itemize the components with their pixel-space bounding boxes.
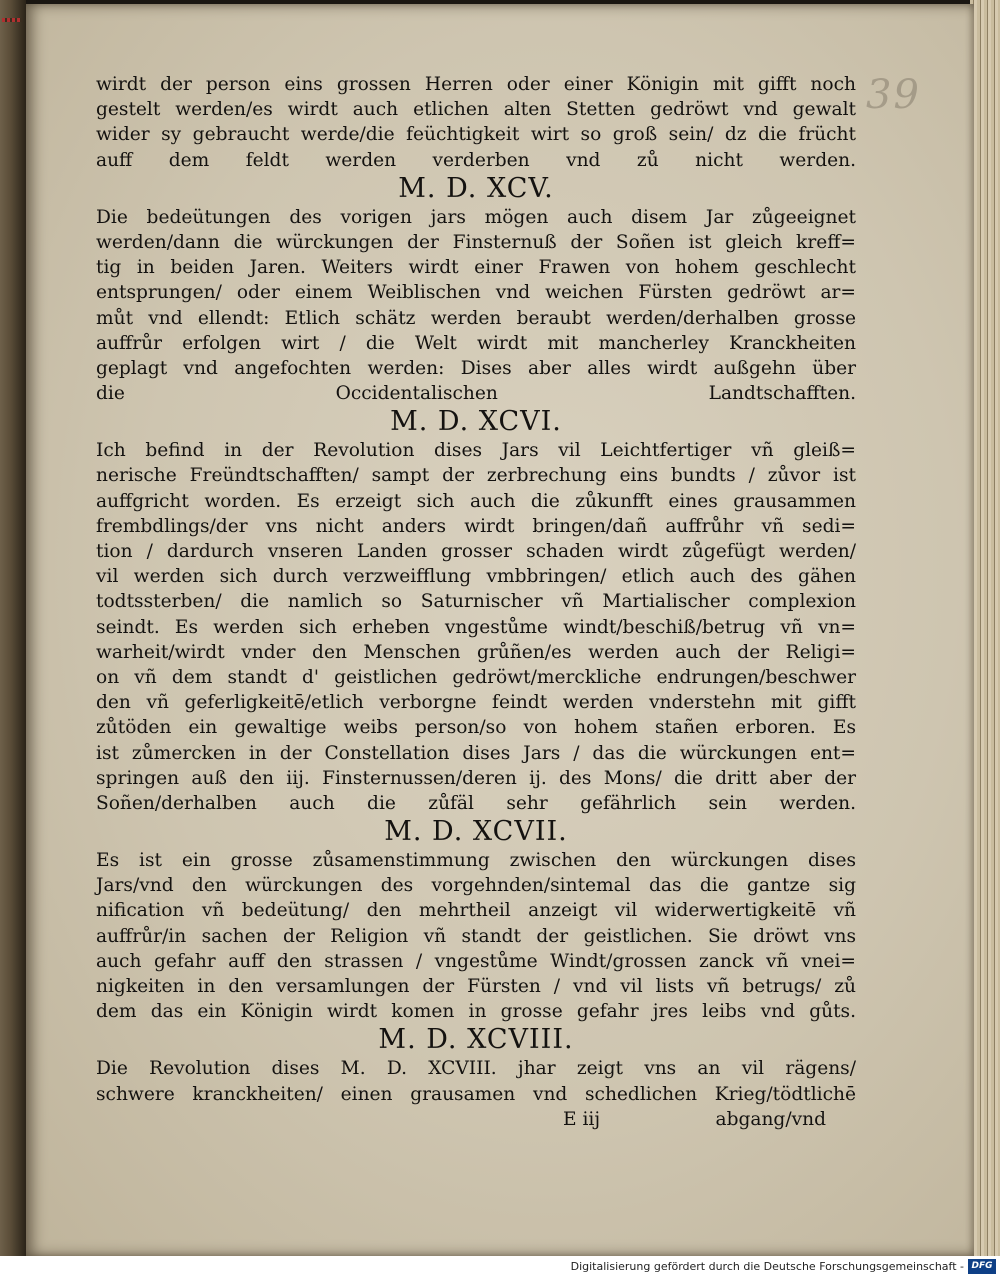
page-text [96,72,856,1133]
text-line: warheit/wirdt vnder den Menschen grůñen/es werden auch der Religi= [96,641,856,663]
footer-bar [0,1256,1000,1278]
text-line: zůtöden ein gewaltige weibs person/so von hohem stañen erboren. Es [96,717,856,739]
text-line: Die bedeütungen des vorigen jars mögen auch disem Jar zůgeeignet [96,206,856,228]
book-spine [0,0,26,1258]
text-line: tig in beiden Jaren. Weiters wirdt einer Frawen von hohem geschlecht [96,257,856,279]
signature-mark: E iij [563,1108,601,1130]
text-line: todtssterben/ die namlich so Saturnischer vñ Martialischer complexion [96,591,856,613]
text-line: entsprungen/ oder einem Weiblischen vnd weichen Fürsten gedröwt ar= [96,282,856,304]
text-line: seindt. Es werden sich erheben vngestůme windt/beschiß/betrug vñ vn= [96,616,856,638]
page-number: 39 [866,72,921,118]
text-line: auffrůr erfolgen wirt / die Welt wirdt mit mancherley Kranckheiten [96,332,856,354]
text-line: Jars/vnd den würckungen des vorgehnden/sintemal das die gantze sig [96,875,856,897]
text-line: auch gefahr auff den strassen / vngestůme Windt/grossen zanck vñ vnei= [96,950,856,972]
text-line: on vñ dem standt d' geistlichen gedröwt/merckliche endrungen/beschwer [96,666,856,688]
text-line: vil werden sich durch verzweifflung vmbbringen/ etlich auch des gähen [96,566,856,588]
footer-credit: Digitalisierung gefördert durch die Deutsche Forschungsgemeinschaft - [570,1260,964,1273]
page-edges [970,0,1000,1258]
scanned-page [26,4,974,1256]
text-line: tion / dardurch vnseren Landen grosser schaden wirdt zůgefügt werden/ [96,541,856,562]
text-line: werden/dann die würckungen der Finsternuß der Soñen ist gleich kreff= [96,231,856,253]
dfg-logo-icon: DFG [968,1259,996,1274]
text-line: auffrůr/in sachen der Religion vñ standt der geistlichen. Sie dröwt vns [96,925,856,947]
text-line: ist zůmercken in der Constellation dises Jars / das die würckungen ent= [96,742,856,764]
text-line: gestelt werden/es wirdt auch etlichen alten Stetten gedröwt vnd gewalt [96,99,856,121]
color-scale-strip [2,18,22,22]
text-line: den vñ geferligkeitē/etlich verborgne feindt werden vnderstehn mit gifft [96,692,856,714]
text-line: springen auß den iij. Finsternussen/deren ij. des Mons/ die dritt aber der [96,767,856,789]
text-line: nerische Freündtschafften/ sampt der zerbrechung eins bundts / zůvor ist [96,465,856,487]
text-line: Ich befind in der Revolution dises Jars vil Leichtfertiger vñ gleiß= [96,440,856,462]
year-heading: M. D. XCV. [398,172,554,204]
text-line: Soñen/derhalben auch die zůfäl sehr gefährlich sein werden. [96,792,856,814]
catchword: abgang/vnd [715,1108,826,1130]
text-line: Die Revolution dises M. D. XCVIII. jhar zeigt vns an vil rägens/ [96,1058,856,1080]
year-heading: M. D. XCVII. [384,816,568,848]
text-line: die Occidentalischen Landtschafften. [96,383,856,405]
text-line: nigkeiten in den versamlungen der Fürsten / vnd vil lists vñ betrugs/ zů [96,976,856,997]
text-line: dem das ein Königin wirdt komen in grosse gefahr jres leibs vnd gůts. [96,1001,856,1023]
page-footer-line [96,1107,856,1133]
text-line: auffgricht worden. Es erzeigt sich auch die zůkunfft eines grausammen [96,490,856,512]
text-line: můt vnd ellendt: Etlich schätz werden beraubt werden/derhalben grosse [96,307,856,329]
text-line: Es ist ein grosse zůsamenstimmung zwischen den würckungen dises [96,850,856,872]
text-line: nification vñ bedeütung/ den mehrtheil anzeigt vil widerwertigkeitē vñ [96,900,856,922]
year-heading: M. D. XCVI. [390,406,562,438]
text-line: wider sy gebraucht werde/die feüchtigkeit wirt so groß sein/ dz die frücht [96,124,856,146]
text-line: geplagt vnd angefochten werden: Dises aber alles wirdt außgehn über [96,357,856,379]
text-line: schwere kranckheiten/ einen grausamen vnd schedlichen Krieg/tödtlichē [96,1083,856,1105]
text-line: auff dem feldt werden verderben vnd zů nicht werden. [96,149,856,171]
text-line: wirdt der person eins grossen Herren oder einer Königin mit gifft noch [96,74,856,95]
year-heading: M. D. XCVIII. [378,1024,574,1056]
text-line: frembdlings/der vns nicht anders wirdt bringen/dañ auffrůhr vñ sedi= [96,515,856,537]
